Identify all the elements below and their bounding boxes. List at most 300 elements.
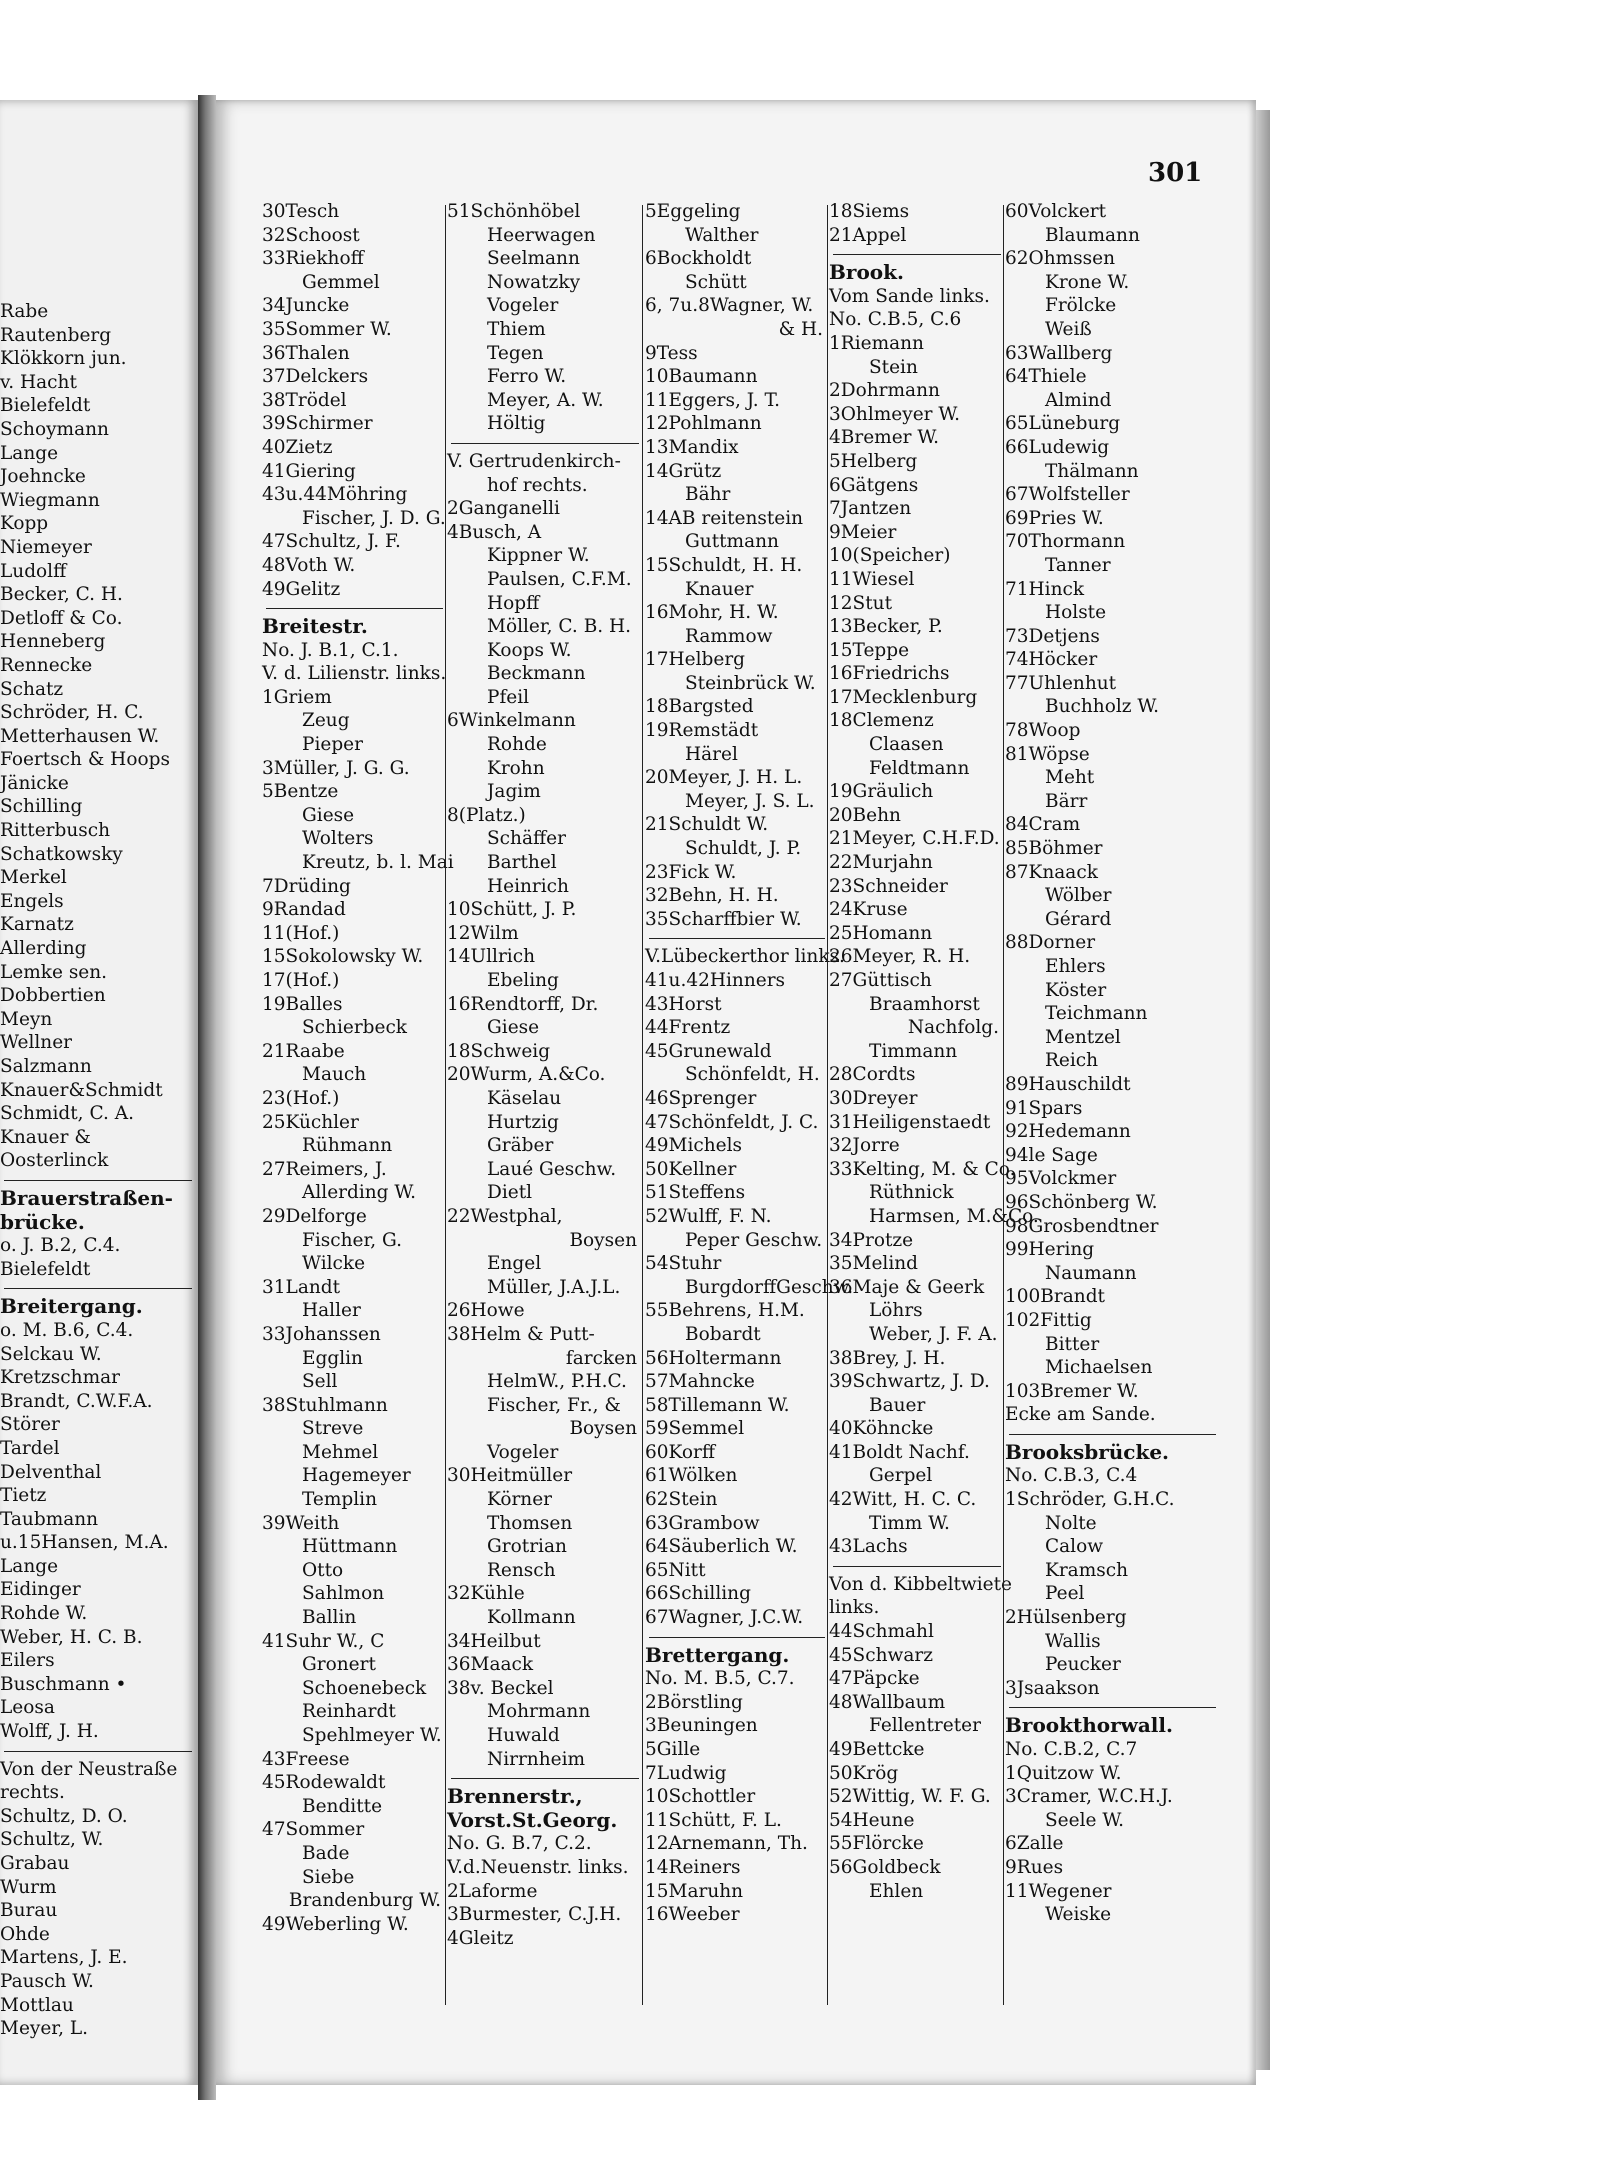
directory-entry: 26Howe [447,1300,525,1322]
directory-entry: Meyer, J. S. L. [685,790,815,812]
directory-entry: Störer [0,1414,60,1436]
page-number: 301 [1148,158,1203,188]
directory-entry: Weiske [1045,1904,1112,1926]
directory-entry: Ritterbusch [0,820,111,842]
directory-entry: 38Brey, J. H. [829,1347,946,1369]
directory-entry: 20Behn [829,804,901,826]
street-note: rechts. [0,1782,65,1804]
directory-entry: Joehncke [0,466,86,488]
directory-entry: 15Teppe [829,639,910,661]
directory-entry: 32Behn, H. H. [645,885,779,907]
directory-entry: 3Ohlmeyer W. [829,403,961,425]
street-note: No. C.B.3, C.4 [1005,1465,1138,1487]
directory-entry: Detloff & Co. [0,607,123,629]
directory-entry: 35Melind [829,1253,919,1275]
directory-entry: 73Detjens [1005,625,1100,647]
directory-entry: Ballin [302,1607,357,1629]
street-heading: Breitergang. [0,1294,143,1319]
directory-entry: Seele W. [1045,1809,1124,1831]
directory-entry: 16Mohr, H. W. [645,602,779,624]
street-note: No. G. B.7, C.2. [447,1833,592,1855]
directory-entry: 36Maje & Geerk [829,1276,985,1298]
directory-entry: 11Schütt, F. L. [645,1809,782,1831]
directory-entry: Rensch [487,1559,556,1581]
directory-entry: Wölber [1045,885,1112,907]
directory-entry: 9Tess [645,342,698,364]
directory-entry: Leosa [0,1697,55,1719]
directory-entry: 11Eggers, J. T. [645,389,781,411]
directory-entry: 49Bettcke [829,1739,925,1760]
section-rule [833,254,1001,255]
directory-entry: Jänicke [0,772,69,794]
directory-entry: 32Jorre [829,1135,900,1157]
directory-entry: Grotrian [487,1536,567,1558]
directory-column-5 [1005,200,1220,1927]
street-heading: Brook. [829,260,904,285]
directory-entry: 13Becker, P. [829,616,943,638]
directory-entry: 18Clemenz [829,710,934,732]
directory-entry: Höltig [487,413,546,435]
directory-entry: 43Lachs [829,1536,908,1558]
directory-entry: Fellentreter [869,1715,981,1737]
street-note: V.d.Neuenstr. links. [447,1856,629,1878]
directory-entry: 56Holtermann [645,1347,782,1369]
directory-entry: 48Voth W. [262,554,356,576]
directory-entry: 19Gräulich [829,781,934,803]
directory-entry: Wurm [0,1876,57,1898]
directory-entry: 30Dreyer [829,1087,918,1109]
directory-entry: Kretzschmar [0,1367,120,1389]
directory-entry: Allerding W. [302,1182,417,1204]
directory-entry: Tanner [1045,554,1111,576]
directory-entry: Rabe [0,301,49,322]
directory-entry: 85Böhmer [1005,838,1103,860]
directory-entry: Buchholz W. [1045,696,1160,718]
directory-entry: 89Hauschildt [1005,1073,1131,1095]
directory-entry: Haller [302,1300,361,1322]
directory-entry: Schönfeldt, H. [685,1064,820,1086]
directory-entry: 14Grütz [645,460,722,482]
left-column [0,300,196,2041]
directory-entry: 7Drüding [262,875,351,897]
page-edge [1256,110,1270,2070]
directory-entry: 77Uhlenhut [1005,672,1117,694]
directory-entry: 33Johanssen [262,1323,381,1345]
directory-entry: Schierbeck [302,1017,408,1039]
directory-entry: 13Mandix [645,436,739,458]
directory-entry: Templin [302,1489,377,1511]
directory-entry: Knauer [685,578,754,600]
directory-entry: 10(Speicher) [829,545,951,567]
street-note: Von d. Kibbeltwiete [829,1573,1013,1595]
directory-entry: Braamhorst [869,993,980,1015]
directory-entry: Brandt, C.W.F.A. [0,1390,153,1412]
directory-entry: 87Knaack [1005,861,1098,883]
directory-entry: Gronert [302,1654,376,1676]
directory-entry: 33Kelting, M. & Co. [829,1158,1016,1180]
directory-entry: 88Dorner [1005,932,1096,954]
section-rule [266,608,443,609]
directory-entry: 34Juncke [262,295,350,317]
directory-entry: Salzmann [0,1056,92,1077]
directory-entry: 35Sommer W. [262,318,392,340]
directory-entry: 7Ludwig [645,1762,727,1784]
directory-entry: Gemmel [302,271,380,293]
directory-entry: 99Hering [1005,1239,1095,1261]
directory-entry: 39Schirmer [262,413,373,435]
directory-entry: 44Frentz [645,1017,731,1039]
directory-entry: Martens, J. E. [0,1947,128,1969]
directory-entry: Guttmann [685,531,779,553]
directory-entry: Klökkorn jun. [0,348,127,370]
column-divider [827,205,828,2005]
directory-entry: 47Schultz, J. F. [262,531,401,553]
directory-entry: Claasen [869,734,944,756]
directory-entry: 2Hülsenberg [1005,1607,1127,1629]
directory-entry: Fischer, Fr., & [487,1394,621,1416]
directory-entry: 19Remstädt [645,720,759,742]
directory-entry: Peucker [1045,1654,1121,1676]
directory-entry: 11Wegener [1005,1880,1112,1902]
directory-entry: 60Volckert [1005,201,1107,222]
street-heading: Brauerstraßen- [0,1185,173,1210]
directory-entry: Weiß [1045,318,1092,340]
directory-entry: Wilcke [302,1253,366,1275]
directory-entry: Harmsen, M.&Co. [869,1205,1039,1227]
directory-entry: 21Appel [829,224,907,246]
directory-entry: 12Arnemann, Th. [645,1833,808,1855]
directory-entry: 3Jsaakson [1005,1677,1100,1699]
directory-entry: 25Homann [829,922,933,944]
directory-entry: Tietz [0,1485,47,1507]
directory-entry: Otto [302,1559,344,1581]
section-rule [1009,1707,1216,1708]
directory-entry: 14Ullrich [447,946,536,968]
directory-entry: Holste [1045,602,1107,624]
directory-entry: Ludolff [0,560,67,582]
directory-entry: 61Wölken [645,1465,738,1487]
directory-entry: Engel [487,1253,542,1275]
directory-entry: Härel [685,743,738,765]
directory-entry: Schröder, H. C. [0,702,144,724]
directory-entry: Steinbrück W. [685,672,816,694]
directory-entry: 20Meyer, J. H. L. [645,767,803,789]
directory-entry: Streve [302,1418,364,1440]
column-divider [445,205,446,2005]
directory-entry: 38Trödel [262,389,347,411]
directory-entry: Merkel [0,867,67,889]
directory-entry: 57Mahncke [645,1371,755,1393]
directory-entry: Wiegmann [0,489,100,511]
directory-entry: 67Wagner, J.C.W. [645,1607,804,1629]
directory-entry: Paulsen, C.F.M. [487,568,632,590]
directory-column-3 [645,200,854,1927]
directory-entry: Bielefeldt [0,1258,91,1280]
directory-entry: 2Dohrmann [829,380,940,402]
directory-entry: 41Giering [262,460,356,482]
directory-entry: Bielefeldt [0,395,91,417]
directory-entry: Ferro W. [487,366,567,388]
directory-entry: 44Schmahl [829,1621,934,1643]
directory-entry: Thomsen [487,1512,573,1534]
directory-entry: 4Bremer W. [829,427,940,449]
directory-entry: 46Sprenger [645,1087,757,1109]
directory-entry: 69Pries W. [1005,507,1104,529]
directory-entry: Thiem [487,318,546,340]
directory-entry: Meyn [0,1008,53,1030]
directory-entry: 36Maack [447,1654,534,1676]
directory-entry: 3Burmester, C.J.H. [447,1904,622,1926]
directory-entry: 35Scharffbier W. [645,908,802,930]
directory-entry: Tegen [487,342,544,364]
street-note: V. Gertrudenkirch- [447,450,621,472]
directory-entry: 16Weeber [645,1904,740,1926]
directory-entry: Vogeler [487,1441,559,1463]
directory-entry: Teichmann [1045,1003,1148,1025]
directory-entry: Pieper [302,734,363,756]
directory-entry: v. Hacht [0,371,77,393]
directory-entry: 64Thiele [1005,366,1087,388]
directory-entry: Schoenebeck [302,1677,427,1699]
directory-entry: 17Mecklenburg [829,686,978,708]
directory-entry: Schütt [685,271,747,293]
directory-entry: 33Riekhoff [262,248,364,270]
street-note: Von der Neustraße [0,1758,178,1780]
directory-entry: Rennecke [0,654,93,676]
section-rule [451,443,639,444]
directory-entry: 9Rues [1005,1856,1064,1878]
directory-entry: 38Helm & Putt- [447,1323,595,1345]
directory-entry: Giese [302,804,355,826]
directory-entry: Metterhausen W. [0,725,160,747]
directory-entry: Brandenburg W. [288,1890,441,1912]
directory-entry: 40Köhncke [829,1418,934,1440]
directory-entry: Körner [487,1489,553,1511]
directory-entry: Eidinger [0,1579,81,1601]
directory-entry: 38v. Beckel [447,1677,554,1699]
directory-entry: Allerding [0,938,87,960]
directory-entry: Buschmann • [0,1673,127,1695]
section-rule [4,1751,192,1752]
directory-entry: 91Spars [1005,1097,1083,1119]
directory-entry: 55Behrens, H.M. [645,1300,805,1322]
directory-entry: 1Schröder, G.H.C. [1005,1489,1175,1511]
directory-entry: 65Nitt [645,1559,706,1581]
directory-entry: Ebeling [487,970,559,991]
directory-entry: 102Fittig [1005,1309,1092,1331]
directory-entry: Kippner W. [487,545,590,567]
directory-entry: Tardel [0,1437,60,1459]
section-rule [451,1778,639,1779]
directory-entry: 6, 7u.8Wagner, W. [645,295,814,317]
directory-entry: Beckmann [487,663,586,685]
directory-entry: 1Quitzow W. [1005,1762,1122,1784]
directory-entry: Rohde [487,734,547,756]
directory-entry: Peper Geschw. [685,1229,823,1251]
directory-entry: 66Schilling [645,1583,751,1605]
directory-entry: 84Cram [1005,814,1081,836]
street-note: Vom Sande links. [829,285,990,307]
directory-entry: Calow [1045,1536,1104,1558]
directory-entry: 95Volckmer [1005,1168,1117,1190]
directory-entry: Kopp [0,513,49,535]
directory-entry: Peel [1045,1583,1085,1605]
directory-entry: 63Grambow [645,1512,760,1534]
directory-entry: 67Wolfsteller [1005,484,1130,506]
directory-entry: 65Lüneburg [1005,413,1121,435]
street-note: o. M. B.6, C.4. [0,1319,134,1341]
street-heading: Brettergang. [645,1642,790,1667]
section-rule [833,1566,1001,1567]
directory-entry: Engels [0,890,64,912]
directory-entry: 15Maruhn [645,1880,744,1902]
directory-entry: 24Kruse [829,899,908,921]
directory-entry: 34Protze [829,1229,914,1251]
directory-entry: 55Flörcke [829,1833,924,1855]
directory-entry: Vogeler [487,295,559,317]
directory-entry: 81Wöpse [1005,743,1090,765]
directory-entry: Timmann [869,1040,958,1062]
directory-entry: 31Landt [262,1276,341,1298]
directory-entry: Meyer, A. W. [487,389,604,411]
directory-entry: 18Bargsted [645,696,754,718]
directory-entry: 26Meyer, R. H. [829,946,971,968]
directory-entry: 23Schneider [829,875,948,897]
directory-entry: Köster [1045,979,1107,1001]
directory-entry: 19Balles [262,993,343,1015]
directory-entry: Reich [1045,1050,1099,1072]
directory-entry: 43u.44Möhring [262,484,408,506]
directory-entry: Mentzel [1045,1026,1121,1048]
directory-entry: Huwald [487,1725,560,1746]
directory-entry: 94le Sage [1005,1144,1098,1166]
directory-entry: 49Gelitz [262,578,341,600]
directory-entry: Schuldt, J. P. [685,838,802,860]
directory-entry: 32Kühle [447,1583,525,1605]
directory-entry: 9Meier [829,521,897,543]
directory-entry: Rautenberg [0,324,112,346]
column-divider [1003,205,1004,2005]
directory-entry: 9Randad [262,899,346,921]
directory-column-2 [447,200,643,1950]
directory-entry: Sell [302,1371,338,1393]
directory-entry: Walther [685,224,759,246]
directory-entry: 2Ganganelli [447,498,560,520]
directory-entry: Lemke sen. [0,961,108,983]
directory-entry: 27Güttisch [829,970,932,991]
directory-entry: 1Riemann [829,332,924,354]
directory-entry: HelmW., P.H.C. [487,1371,627,1393]
directory-entry: 39Weith [262,1512,340,1534]
directory-entry: 50Kellner [645,1158,737,1180]
directory-entry: 51Schönhöbel [447,201,581,222]
directory-entry: Schoymann [0,418,109,440]
directory-entry: Mauch [302,1064,367,1086]
directory-entry: Wolters [302,828,374,850]
directory-entry: Hurtzig [487,1111,559,1133]
directory-entry: Nolte [1045,1512,1097,1534]
directory-entry: 60Korff [645,1441,715,1463]
directory-entry: 50Krög [829,1762,899,1784]
directory-entry: Grabau [0,1853,70,1874]
directory-entry: Burau [0,1900,58,1922]
section-rule [4,1288,192,1289]
directory-entry: 10Schütt, J. P. [447,899,577,921]
directory-entry: Frölcke [1045,295,1117,317]
directory-entry: 63Wallberg [1005,342,1113,364]
directory-entry: Timm W. [869,1512,950,1534]
directory-entry: 32Schoost [262,224,360,246]
directory-entry: Reinhardt [302,1701,396,1723]
street-note: V. d. Lilienstr. links. [262,663,447,685]
directory-entry: 52Wulff, F. N. [645,1205,772,1227]
directory-entry: Feldtmann [869,757,970,779]
directory-entry: Weber, H. C. B. [0,1626,143,1648]
directory-entry: Fischer, G. [302,1229,403,1251]
directory-entry: 6Winkelmann [447,710,576,732]
directory-entry: Hopff [487,592,540,614]
directory-entry: Bähr [685,484,731,506]
directory-entry: 2Börstling [645,1691,743,1713]
directory-entry: Krohn [487,757,545,779]
directory-entry: 16Rendtorff, Dr. [447,993,599,1015]
directory-entry: Löhrs [869,1300,923,1322]
directory-entry: Egglin [302,1347,363,1369]
directory-entry: Pausch W. [0,1970,94,1992]
directory-entry: 100Brandt [1005,1286,1105,1308]
directory-entry: 71Hinck [1005,578,1085,600]
street-heading: Brookthorwall. [1005,1713,1173,1738]
directory-entry: 3Müller, J. G. G. [262,757,410,779]
directory-entry: Knauer & [0,1126,91,1148]
directory-entry: 11(Hof.) [262,922,340,944]
directory-entry: 27Reimers, J. [262,1158,387,1180]
directory-entry: 29Delforge [262,1205,367,1227]
directory-entry: Nachfolg. [907,1017,999,1039]
directory-entry: Giese [487,1017,540,1039]
directory-entry: 10Schottler [645,1786,756,1808]
directory-entry: Bauer [869,1394,926,1416]
directory-entry: 6Zalle [1005,1833,1064,1855]
street-note: o. J. B.2, C.4. [0,1235,121,1257]
directory-entry: Meyer, L. [0,2018,89,2040]
directory-entry: Henneberg [0,631,106,653]
directory-entry: Benditte [302,1795,383,1817]
directory-entry: 41Suhr W., C [262,1630,385,1652]
directory-entry: Gräber [487,1135,554,1157]
directory-entry: 22Westphal, [447,1205,563,1227]
directory-entry: Karnatz [0,914,74,936]
directory-entry: Lange [0,442,59,464]
directory-entry: Delventhal [0,1461,102,1483]
directory-entry: 58Tillemann W. [645,1394,790,1416]
directory-entry: 23(Hof.) [262,1087,340,1109]
directory-entry: Ohde [0,1923,50,1945]
directory-entry: hof rechts. [487,474,588,496]
directory-entry: Dietl [487,1182,533,1204]
street-note: No. M. B.5, C.7. [645,1668,795,1690]
directory-entry: 21Raabe [262,1040,345,1062]
directory-entry: 14Reiners [645,1856,741,1878]
street-heading: Vorst.St.Georg. [447,1807,618,1832]
directory-entry: 43Freese [262,1748,350,1770]
directory-entry: 3Cramer, W.C.H.J. [1005,1786,1173,1808]
directory-entry: 6Bockholdt [645,248,752,270]
directory-entry: 3Beuningen [645,1715,758,1737]
directory-entry: Boysen [569,1418,637,1440]
directory-entry: 45Grunewald [645,1040,772,1062]
directory-entry: & H. [778,318,823,340]
